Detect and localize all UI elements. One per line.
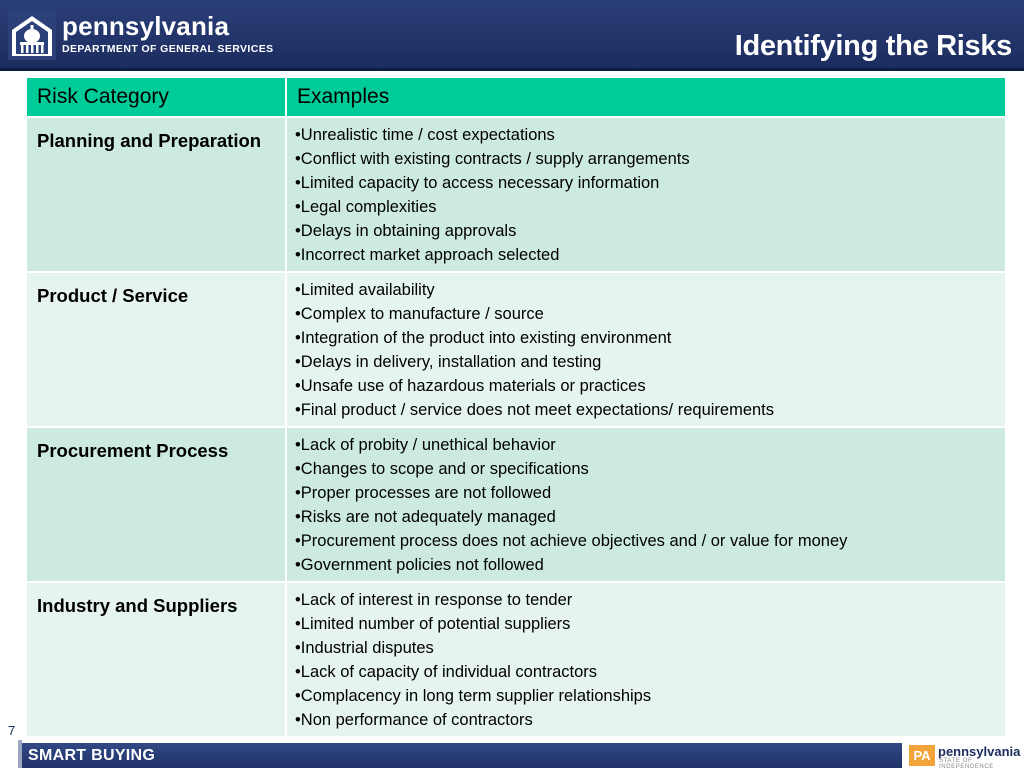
examples-cell	[286, 272, 1006, 427]
list-item: •Unsafe use of hazardous materials or practices	[295, 376, 646, 395]
list-item: •Lack of capacity of individual contractors	[295, 662, 598, 681]
pa-logo-tagline: STATE OF INDEPENDENCE	[939, 758, 994, 770]
pa-logo	[903, 743, 1024, 768]
list-item: •Incorrect market approach selected	[295, 245, 560, 264]
list-item: •Limited availability	[295, 281, 435, 299]
list-item: •Conflict with existing contracts / supply arrangements	[295, 149, 690, 168]
brand-name: pennsylvania	[62, 11, 230, 41]
slide-header	[0, 0, 1024, 70]
pa-logo-name: pennsylvania	[938, 744, 1021, 759]
header-divider	[0, 68, 1024, 71]
header-examples: Examples	[286, 77, 1006, 117]
capitol-building-logo-icon	[8, 10, 56, 60]
pa-badge-icon: PA	[909, 745, 935, 766]
risk-category-cell: Planning and Preparation	[26, 117, 286, 272]
list-item: •Integration of the product into existing environment	[295, 328, 672, 347]
examples-list	[295, 279, 997, 422]
list-item: •Final product / service does not meet expectations/ requirements	[295, 400, 775, 419]
risk-category-cell: Product / Service	[26, 272, 286, 427]
table-header-row	[26, 77, 1006, 117]
list-item: •Proper processes are not followed	[295, 483, 552, 502]
risk-table	[25, 76, 1007, 738]
examples-cell	[286, 427, 1006, 582]
slide-title: Identifying the Risks	[734, 30, 1012, 62]
list-item: •Limited capacity to access necessary information	[295, 173, 660, 192]
page-number: 7	[8, 723, 16, 738]
examples-list	[295, 124, 997, 267]
table-row	[26, 117, 1006, 272]
list-item: •Government policies not followed	[295, 555, 544, 574]
list-item: •Procurement process does not achieve objectives and / or value for money	[295, 531, 848, 550]
examples-list	[295, 589, 997, 732]
examples-cell	[286, 582, 1006, 737]
list-item: •Delays in delivery, installation and testing	[295, 352, 602, 371]
table-row	[26, 427, 1006, 582]
list-item: •Risks are not adequately managed	[295, 507, 556, 526]
list-item: •Changes to scope and or specifications	[295, 459, 589, 478]
list-item: •Industrial disputes	[295, 638, 434, 657]
list-item: •Lack of probity / unethical behavior	[295, 436, 556, 454]
list-item: •Complex to manufacture / source	[295, 304, 544, 323]
examples-cell	[286, 117, 1006, 272]
list-item: •Lack of interest in response to tender	[295, 591, 573, 609]
risk-category-cell: Procurement Process	[26, 427, 286, 582]
header-risk-category: Risk Category	[26, 77, 286, 117]
list-item: •Non performance of contractors	[295, 710, 533, 729]
list-item: •Legal complexities	[295, 197, 437, 216]
list-item: •Complacency in long term supplier relationships	[295, 686, 652, 705]
risk-category-cell: Industry and Suppliers	[26, 582, 286, 737]
footer-bar	[22, 743, 902, 768]
department-name: DEPARTMENT OF GENERAL SERVICES	[62, 43, 274, 55]
table-row	[26, 272, 1006, 427]
list-item: •Unrealistic time / cost expectations	[295, 126, 555, 144]
list-item: •Limited number of potential suppliers	[295, 614, 571, 633]
footer-label: SMART BUYING	[28, 747, 156, 764]
brand	[62, 12, 274, 55]
list-item: •Delays in obtaining approvals	[295, 221, 517, 240]
examples-list	[295, 434, 997, 577]
table-row	[26, 582, 1006, 737]
slide-footer	[0, 743, 1024, 768]
